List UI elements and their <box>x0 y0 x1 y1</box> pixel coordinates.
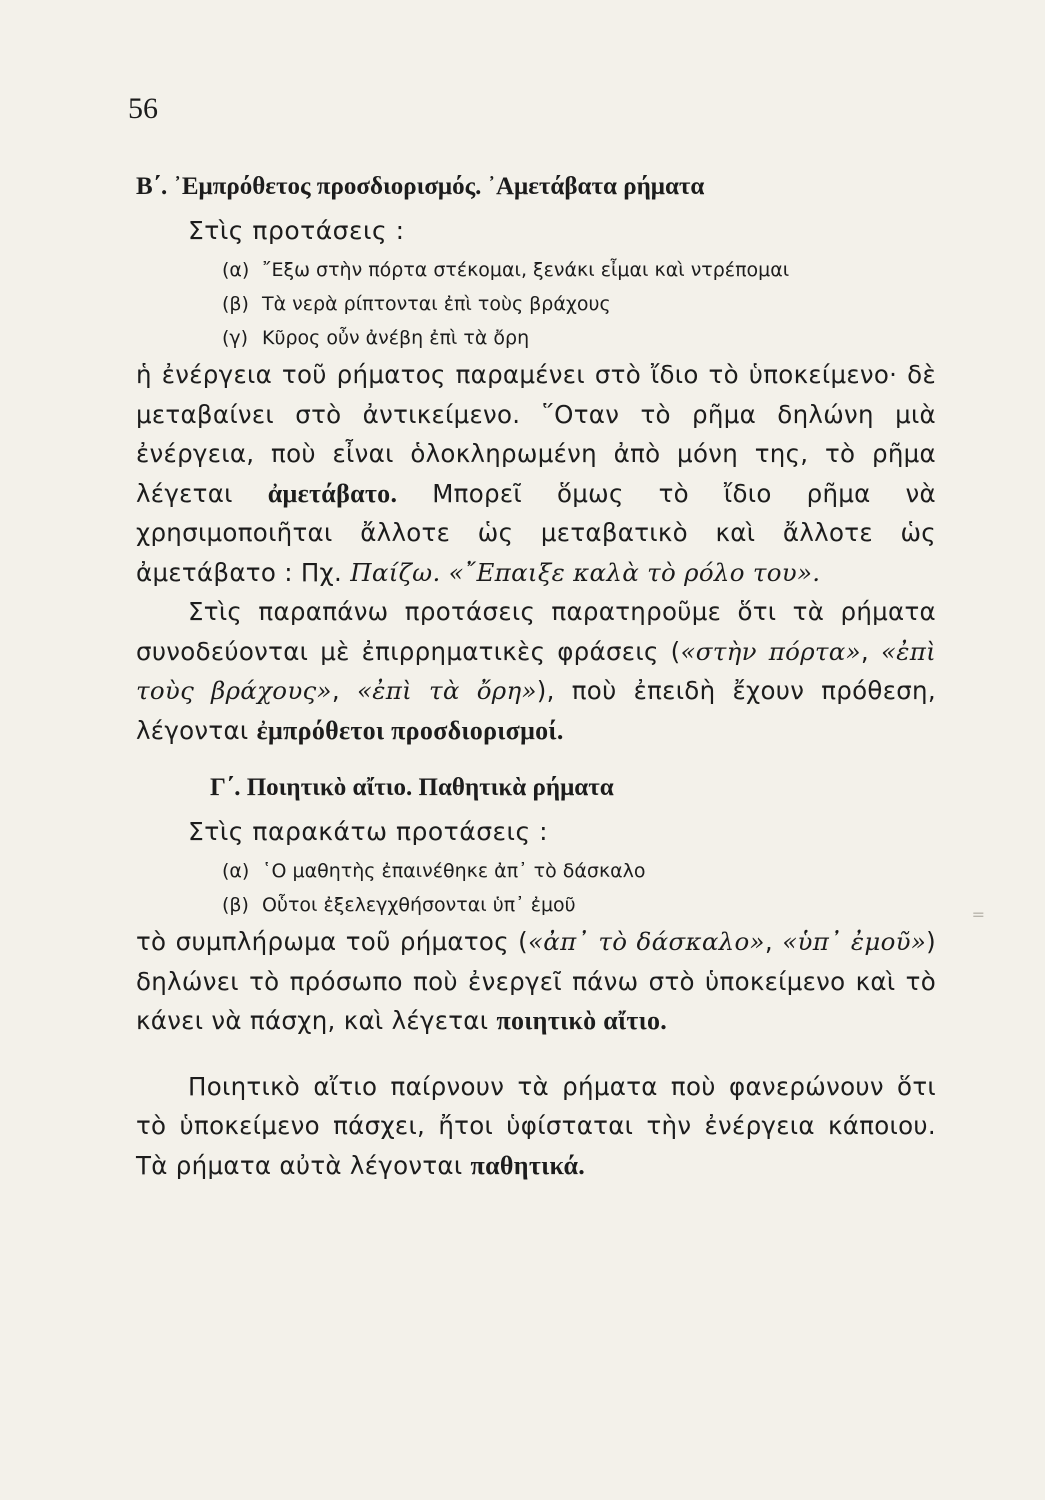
section-g-examples <box>222 854 936 922</box>
text-run: , <box>860 636 881 666</box>
text-run: Ποιητικὸ αἴτιο παίρνουν τὰ ρήματα ποὺ φανερώνουν ὅτι τὸ ὑποκείμενο πάσχει, ἤτοι ὑφίσταται τὴν ἐνέργεια κάποιου. Τὰ ρήματα αὐτὰ λέγονται <box>136 1071 936 1180</box>
section-b-paragraph-2 <box>136 592 936 750</box>
example-marker: (α) <box>222 259 250 281</box>
example-italic: Παίζω. <box>350 557 441 587</box>
text-run: ), ποὺ ἐπειδὴ ἔχουν πρόθεση, λέγονται <box>136 676 936 745</box>
section-g-heading: Γ΄. Ποιητικὸ αἴτιο. Παθητικὰ ρήματα <box>210 774 614 801</box>
text-run: ) δηλώνει τὸ πρόσωπο ποὺ ἐνεργεῖ πάνω στὸ ὑποκείμενο καὶ τὸ κάνει νὰ πάσχη, καὶ λέγεται <box>136 927 936 1035</box>
example-text: ῾Ο μαθητὴς ἐπαινέθηκε ἀπ᾿ τὸ δάσκαλο <box>262 860 646 882</box>
section-g-intro: Στὶς παρακάτω προτάσεις : <box>188 817 549 846</box>
example-text: Οὗτοι ἐξελεγχθήσονται ὑπ᾿ ἐμοῦ <box>262 894 576 916</box>
example-item <box>222 888 936 922</box>
page-content <box>136 165 936 1185</box>
text-run: , <box>764 927 783 956</box>
section-b-examples <box>222 253 936 355</box>
page-number: 56 <box>128 92 158 125</box>
paragraph-gap <box>136 1041 936 1067</box>
quote-italic: «ἐπὶ τοὺς βράχους» <box>136 636 937 705</box>
example-marker: (γ) <box>222 327 249 349</box>
example-marker: (β) <box>222 293 249 315</box>
example-marker: (β) <box>222 894 249 916</box>
example-item <box>222 287 936 321</box>
quote-italic: «ἀπ᾿ τὸ δάσκαλο» <box>528 927 765 956</box>
example-italic: «῎Επαιξε καλὰ τὸ ρόλο του». <box>448 557 821 587</box>
term-passive: παθητικά. <box>470 1150 586 1180</box>
section-b-heading: Β΄. ᾿Εμπρόθετος προσδιορισμός. ᾿Αμετάβατα ρήματα <box>136 173 705 200</box>
section-b-paragraph-1 <box>136 355 936 592</box>
term-agent: ποιητικὸ αἴτιο. <box>496 1006 668 1035</box>
quote-italic: «ὑπ᾿ ἐμοῦ» <box>782 927 927 956</box>
text-run: Στὶς παραπάνω προτάσεις παρατηροῦμε ὅτι τὰ ρήματα συνοδεύονται μὲ ἐπιρρηματικὲς φράσεις ( <box>136 597 936 666</box>
scan-artifact: = <box>971 905 985 924</box>
quote-italic: «στὴν πόρτα» <box>680 636 861 666</box>
text-run: , <box>331 676 357 705</box>
example-item <box>222 854 936 888</box>
section-g-paragraph-2 <box>136 1067 936 1186</box>
text-run: Μπορεῖ ὅμως τὸ ἴδιο ρῆμα νὰ χρησιμοποιῆται ἄλλοτε ὡς μεταβατικὸ καὶ ἄλλοτε ὡς ἀμετάβατο : Πχ. <box>136 478 936 587</box>
section-b-intro: Στὶς προτάσεις : <box>188 216 405 245</box>
example-text: ῎Εξω στὴν πόρτα στέκομαι, ξενάκι εἶμαι καὶ ντρέπομαι <box>262 259 790 281</box>
text-run: ἡ ἐνέργεια τοῦ ρήματος παραμένει στὸ ἴδιο τὸ ὑποκείμενο· δὲ μεταβαίνει στὸ ἀντικείμενο. ῞Οταν τὸ ρῆμα δηλώνη μιὰ ἐνέργεια, ποὺ εἶναι ὁλοκληρωμένη ἀπὸ μόνη της, τὸ ρῆμα λέγεται <box>136 360 936 508</box>
term-prepositional: ἐμπρόθετοι προσδιορισμοί. <box>256 715 564 745</box>
quote-italic: «ἐπὶ τὰ ὄρη» <box>356 676 537 705</box>
section-g-paragraph-1 <box>136 922 936 1041</box>
example-text: Τὰ νερὰ ρίπτονται ἐπὶ τοὺς βράχους <box>262 293 611 315</box>
text-run: τὸ συμπλήρωμα τοῦ ρήματος ( <box>136 927 529 956</box>
term-intransitive: ἀμετάβατο. <box>267 478 398 508</box>
example-marker: (α) <box>222 860 250 882</box>
example-item <box>222 253 936 287</box>
example-text: Κῦρος οὖν ἀνέβη ἐπὶ τὰ ὄρη <box>262 327 530 349</box>
example-item <box>222 321 936 355</box>
